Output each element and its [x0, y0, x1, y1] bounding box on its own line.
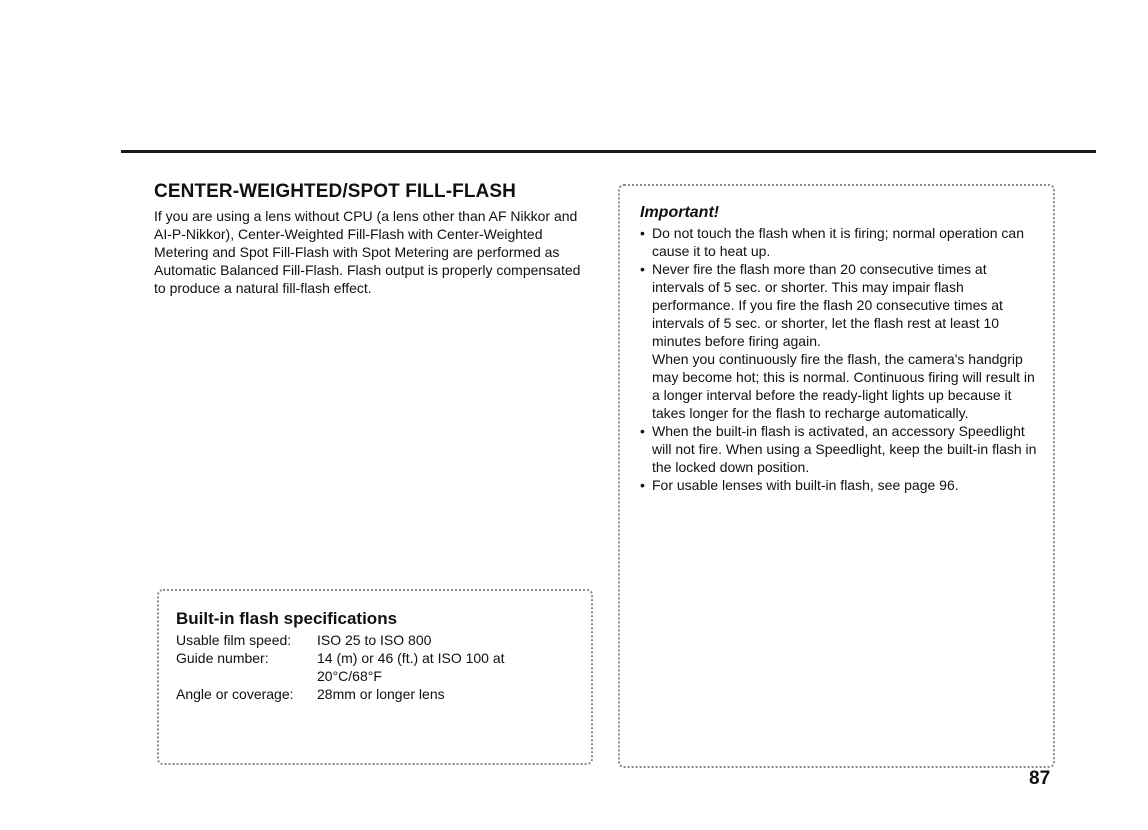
page-number: 87: [1029, 768, 1051, 789]
spec-value: 14 (m) or 46 (ft.) at ISO 100 at 20°C/68°F: [317, 650, 505, 684]
list-item: [640, 260, 1041, 422]
list-item-text: For usable lenses with built-in flash, see page 96.: [652, 477, 959, 493]
specs-table: [176, 631, 547, 703]
bullet-icon: •: [640, 225, 645, 241]
list-item: [640, 422, 1041, 476]
header-rule: [121, 150, 1096, 153]
list-item: [640, 224, 1041, 260]
spec-value: ISO 25 to ISO 800: [317, 632, 432, 648]
spec-label: Usable film speed:: [176, 632, 292, 648]
section-title: CENTER-WEIGHTED/SPOT FILL-FLASH: [154, 181, 516, 202]
spec-row: [176, 631, 547, 649]
important-title: Important!: [640, 204, 720, 221]
fill-flash-section: [154, 181, 594, 297]
list-item-text: Never fire the flash more than 20 consecutive times at intervals of 5 sec. or shorter. This may impair flash performance. If you fire the flash 20 consecutive times at intervals of 5 sec. or shorter, let the flash rest at least 10 minutes before firing again.: [652, 261, 1003, 349]
bullet-icon: •: [640, 477, 645, 493]
important-notice-box: [618, 184, 1055, 768]
spec-row: [176, 685, 547, 703]
spec-row: [176, 649, 547, 685]
bullet-icon: •: [640, 261, 645, 277]
list-item-text: When you continuously fire the flash, the camera's handgrip may become hot; this is normal. Continuous firing will result in a longer interval before the ready-light lights up because it takes longer for the flash to recharge automatically.: [652, 351, 1035, 421]
list-item-text: Do not touch the flash when it is firing; normal operation can cause it to heat up.: [652, 225, 1024, 259]
spec-label: Guide number:: [176, 650, 269, 666]
list-item: [640, 476, 1041, 494]
important-list: [640, 224, 1041, 494]
spec-value: 28mm or longer lens: [317, 686, 445, 702]
flash-specs-box: [157, 589, 593, 765]
specs-title: Built-in flash specifications: [176, 609, 398, 628]
section-body: If you are using a lens without CPU (a lens other than AF Nikkor and AI-P-Nikkor), Center-Weighted Fill-Flash with Center-Weighted Metering and Spot Fill-Flash with Spot Metering are performed as Automatic Balanced Fill-Flash. Flash output is properly compensated to produce a natural fill-flash effect.: [154, 208, 581, 296]
spec-label: Angle or coverage:: [176, 686, 294, 702]
list-item-text: When the built-in flash is activated, an accessory Speedlight will not fire. When using a Speedlight, keep the built-in flash in the locked down position.: [652, 423, 1037, 475]
bullet-icon: •: [640, 423, 645, 439]
